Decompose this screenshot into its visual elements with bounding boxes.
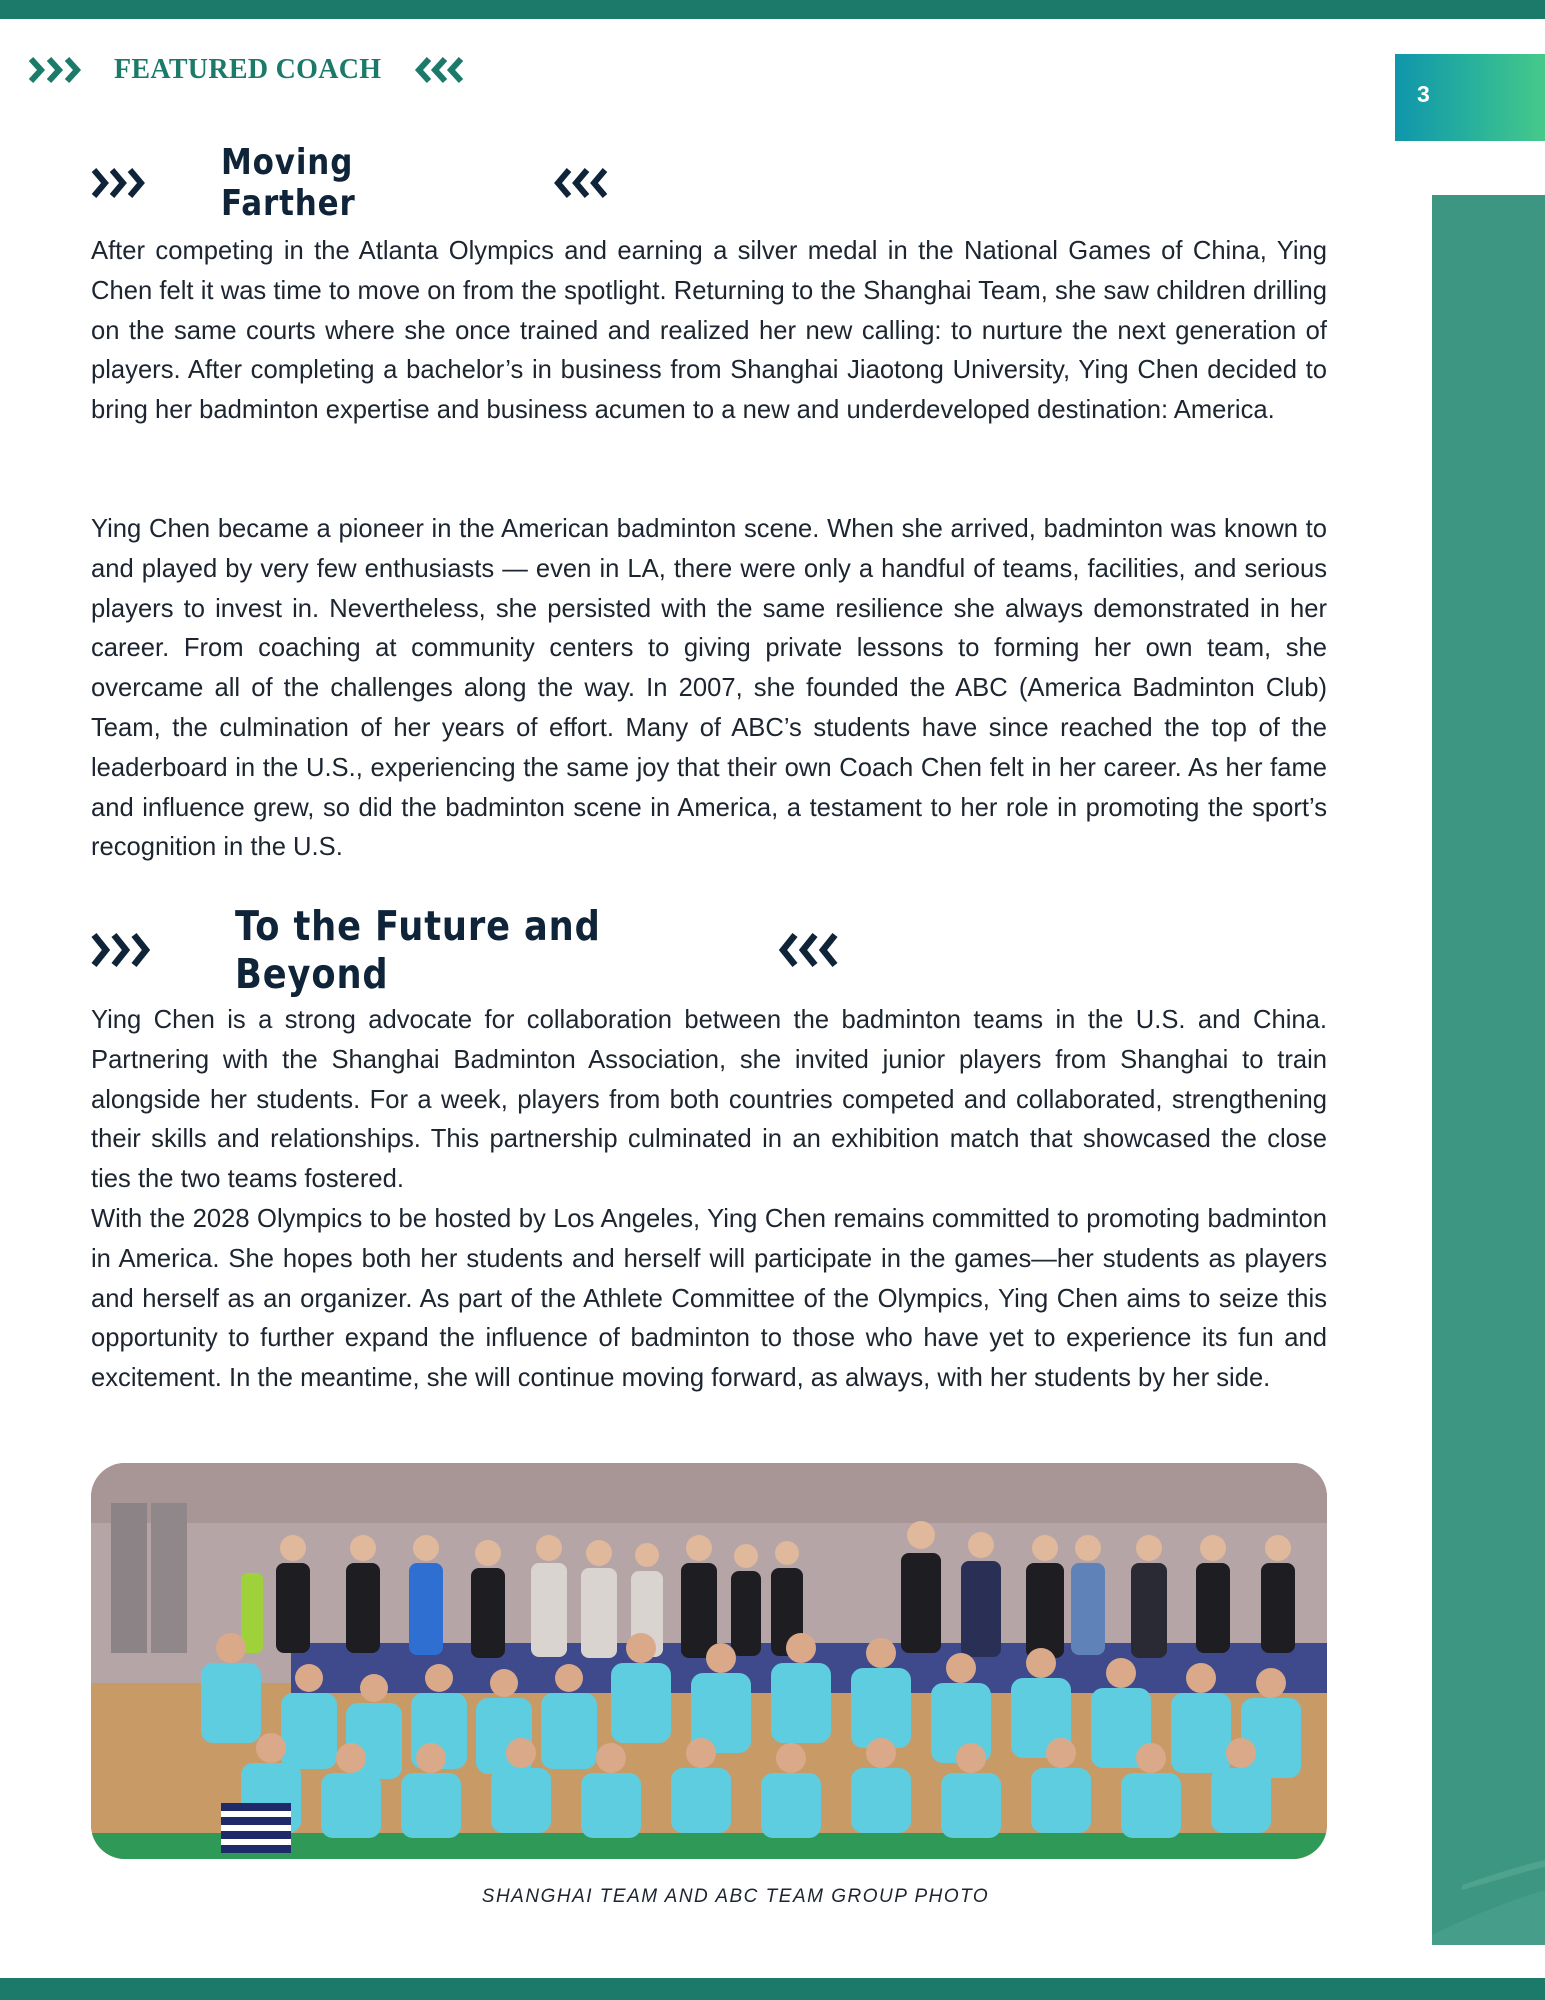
body-paragraph: Ying Chen became a pioneer in the American badminton scene. When she arrived, badminton was known to and played by very few enthusiasts — even in LA, there were only a handful of teams, facilities, and serious players to invest in. Nevertheless, she persisted with the same resilience she always demonstrated in her career. From coaching at community centers to giving private lessons to forming her own team, she overcame all of the challenges along the way. In 2007, she founded the ABC (America Badminton Club) Team, the culmination of her years of effort. Many of ABC’s students have since reached the top of the leaderboard in the U.S., experiencing the same joy that their own Coach Chen felt in her career. As her fame and influence grew, so did the badminton scene in America, a testament to her role in promoting the sport’s recognition in the U.S. xyxy=(91,515,1327,862)
side-panel-swoosh xyxy=(1432,1805,1545,1945)
page-number: 3 xyxy=(1417,81,1430,107)
group-photo-illustration xyxy=(91,1463,1327,1859)
chevrons-right-icon xyxy=(28,55,86,85)
decorative-side-panel xyxy=(1432,195,1545,1945)
top-accent-bar xyxy=(0,0,1545,19)
section-heading-moving-farther xyxy=(91,142,611,224)
section-title: Moving Farther xyxy=(221,142,356,224)
chevrons-left-icon xyxy=(775,931,841,969)
body-paragraph: With the 2028 Olympics to be hosted by Los Angeles, Ying Chen remains committed to promoting badminton in America. She hopes both her students and herself will participate in the games—her students as players and herself as an organizer. As part of the Athlete Committee of the Olympics, Ying Chen aims to seize this opportunity to further expand the influence of badminton to those who have yet to experience its fun and excitement. In the meantime, she will continue moving forward, as always, with her students by her side. xyxy=(91,1205,1327,1393)
body-paragraph: After competing in the Atlanta Olympics and earning a silver medal in the National Games of China, Ying Chen felt it was time to move on from the spotlight. Returning to the Shanghai Team, she saw children drilling on the same courts where she once trained and realized her new calling: to nurture the next generation of players. After completing a bachelor’s in business from Shanghai Jiaotong University, Ying Chen decided to bring her badminton expertise and business acumen to a new and underdeveloped destination: America. xyxy=(91,237,1327,425)
kicker-label: FEATURED COACH xyxy=(114,54,382,85)
chevrons-right-icon xyxy=(91,166,151,200)
chevrons-right-icon xyxy=(91,931,157,969)
section-kicker xyxy=(28,50,467,90)
group-photo xyxy=(91,1463,1327,1859)
section-heading-future xyxy=(91,902,841,998)
bottom-accent-bar xyxy=(0,1978,1545,2000)
chevrons-left-icon xyxy=(551,166,611,200)
body-paragraph: Ying Chen is a strong advocate for collaboration between the badminton teams in the U.S. and China. Partnering with the Shanghai Badminton Association, she invited junior players from Shanghai to train alongside her students. For a week, players from both countries competed and collaborated, strengthening their skills and relationships. This partnership culminated in an exhibition match that showcased the close ties the two teams fostered. xyxy=(91,1006,1327,1194)
section-title: To the Future and Beyond xyxy=(235,902,601,998)
chevrons-left-icon xyxy=(413,55,467,85)
page-number-badge xyxy=(1395,54,1545,141)
photo-caption: SHANGHAI TEAM AND ABC TEAM GROUP PHOTO xyxy=(481,1886,990,1907)
